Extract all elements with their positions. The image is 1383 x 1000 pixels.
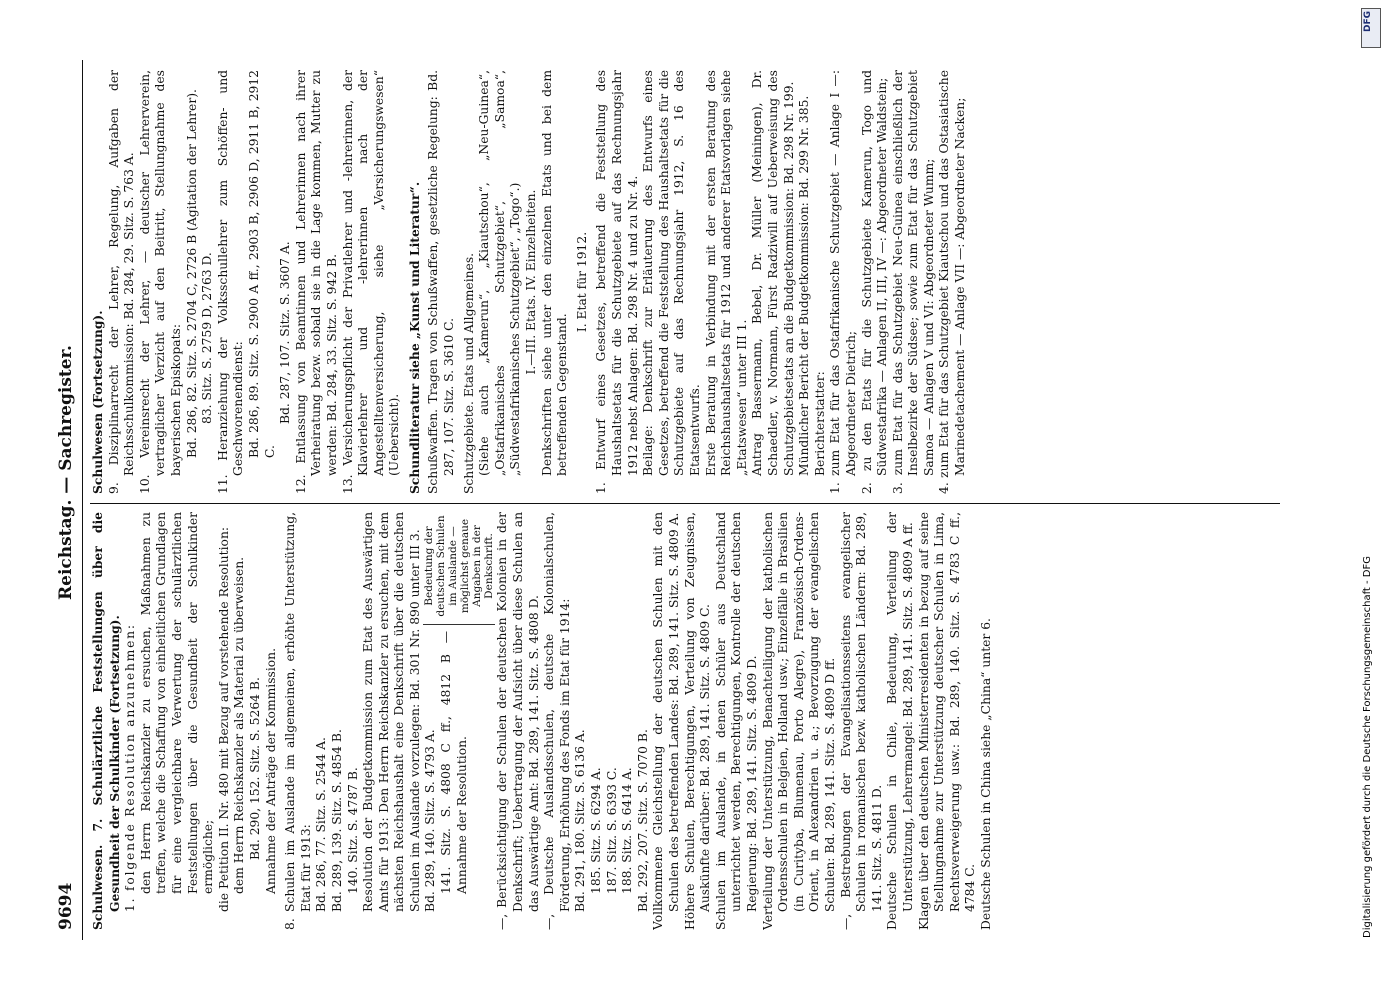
index-line: Bd. 286, 82. Sitz. S. 2704 C, 2726 B (Agitation der Lehrer).: [184, 89, 199, 458]
index-line: Bd. 291, 180. Sitz. S. 6136 A.: [573, 729, 588, 912]
index-line: 1. Entwurf eines Gesetzes, betreffend die Feststellung des Haushaltsetats für die Schutzgebiete auf das Rechnungsjahr 1912 nebst Anlagen: Bd. 298 Nr. 4 und zu Nr. 4.: [594, 70, 640, 494]
index-line: 10. Vereinsrecht der Lehrer, — deutscher Lehrerverein, vertraglicher Verzicht auf den Beitritt, Stellungnahme des bayerischen Episkopats:: [137, 70, 183, 494]
index-line: —, Berücksichtigung der Schulen der deutschen Kolonien in der Denkschrift; Uebertragung der Aufsicht über diese Schulen an das Auswärtige Amt: Bd. 289, 141. Sitz. S. 4808 D.: [495, 512, 541, 930]
index-line: —, Deutsche Auslandsschulen, deutsche Kolonialschulen, Förderung, Erhöhung des Fonds im Etat für 1914:: [542, 512, 572, 930]
index-line: —, Bestrebungen der Evangelisationsseitens evangelischer Schulen in romanischen bezw. katholischen Ländern: Bd. 289, 141. Sitz. S. 4811 D.: [838, 512, 884, 930]
column-rule: [90, 503, 1280, 504]
entry-heading: Schutzgebiete. Etats und Allgemeines.: [461, 252, 476, 494]
index-line: 187. Sitz. S. 6393 C.: [604, 767, 619, 894]
index-line: Denkschriften siehe unter den einzelnen Etats und bei dem betreffenden Gegenstand.: [539, 70, 570, 476]
index-line: 140. Sitz. S. 4787 B.: [345, 767, 360, 894]
index-line: 1. zum Etat für das Ostafrikanische Schutzgebiet — Anlage I —: Abgeordneter Dietrich;: [828, 70, 858, 494]
right-column: [90, 70, 1285, 494]
page-number: 9694: [56, 882, 76, 930]
index-line: 83. Sitz. S. 2759 D, 2763 D.: [200, 252, 215, 424]
index-line: den Herrn Reichskanzler zu ersuchen, Maßnahmen zu treffen, welche die Schaffung von einheitlichen Grundlagen für eine vergleichbare Verwertung der schulärztlichen Feststellungen über die Gesundheit der Schulkinder ermögliche;: [138, 512, 216, 894]
index-line: I.—III. Etats. IV. Einzelheiten.: [524, 189, 539, 375]
index-line: 3. zum Etat für das Schutzgebiet Neu-Guinea einschließlich der Inselbezirke der Südsee; sowie zum Etat für das Schutzgebiet Samoa — Anlagen V und VI: Abgeordneter Wumm;: [890, 70, 936, 494]
index-line: 2. zu den Etats für die Schutzgebiete Kamerun, Togo und Südwestafrika — Anlagen II, III, IV —: Abgeordneter Waldstein;: [859, 70, 890, 494]
index-line: 12. Entlassung von Beamtinnen und Lehrerinnen nach ihrer Verheiratung bezw. sobald sie in die Lage kommen, Mutter zu werden: Bd. 284, 33. Sitz. S. 942 B.: [293, 70, 339, 494]
index-line: 9. Disziplinarrecht der Lehrer, Regelung, Aufgaben der Reichsschulkommission: Bd. 284, 29. Sitz. S. 763 A.: [106, 70, 137, 494]
index-line: Bd. 289, 140. Sitz. S. 4793 A.: [423, 729, 438, 912]
index-line: Bd. 286, 89. Sitz. S. 2900 A ff., 2903 B, 2906 D, 2911 B, 2912 C.: [246, 70, 277, 458]
page-header: [50, 60, 80, 940]
entry-heading: Schundliteratur siehe „Kunst und Literatur“.: [406, 181, 422, 494]
dfg-logo: DFG: [1361, 8, 1381, 48]
index-line: Bd. 292, 207. Sitz. S. 7070 B.: [635, 729, 650, 912]
entry-heading: Schulwesen (Fortsetzung).: [90, 310, 105, 494]
rotated-index-page: [50, 60, 1300, 940]
running-head: Reichstag. — Sachregister.: [56, 345, 76, 600]
index-line: Bd. 286, 77. Sitz. S. 2544 A.: [314, 737, 329, 912]
index-line: Erste Beratung in Verbindung mit der ersten Beratung des Reichshaushaltsetats für 1912 und anderer Etatsvorlagen siehe „Etatswesen“ unter III 1.: [703, 70, 749, 476]
index-line: 1. folgende Resolution anzunehmen:: [123, 623, 138, 912]
index-line: 4. zum Etat für das Schutzgebiet Kiautschou und das Ostasiatische Marinedetachement — Anlage VII —: Abgeordneter Nacken;: [937, 70, 968, 494]
index-line: 13. Versicherungspflicht der Privatlehrer und -lehrerinnen, der Klavierlehrer und -lehrerinnen nach der Angestelltenversicherung, siehe „Versicherungswesen“ (Uebersicht).: [340, 70, 402, 494]
entry-heading: Schulwesen. 7. Schulärztliche Feststellungen über die Gesundheit der Schulkinder (Fortsetzung).: [90, 512, 122, 930]
index-line: 188. Sitz. S. 6414 A.: [620, 767, 635, 894]
index-line: 141. Sitz. S. 4808 C ff., 4812 B — Annahme der Resolution.: [439, 631, 469, 894]
index-line: 185. Sitz. S. 6294 A.: [589, 767, 604, 894]
index-line: 11. Heranziehung der Volksschullehrer zum Schöffen- und Geschworenendienst:: [215, 70, 246, 494]
index-line: (Siehe auch „Kamerun“, „Kiautschou“, „Neu-Guinea“, „Ostafrikanisches Schutzgebiet“, „Samoa“, „Südwestafrikanisches Schutzgebiet“, „Togo“.): [477, 70, 523, 476]
index-line: Schulen im Auslande, in denen Schüler aus Deutschland unterrichtet werden, Berechtigungen, Kontrolle der deutschen Regierung: Bd. 289, 141. Sitz. S. 4809 D.: [713, 512, 759, 930]
index-line: Bd. 289, 139. Sitz. S. 4854 B.: [329, 729, 344, 912]
digitization-note: Digitalisierung gefördert durch die Deutsche Forschungsgemeinschaft - DFG: [1362, 555, 1373, 938]
index-line: Deutsche Schulen in Chile, Bedeutung, Verteilung der Unterstützung, Lehrermangel: Bd. 289, 141. Sitz. S. 4809 A ff.: [885, 512, 915, 930]
left-column: [90, 512, 1285, 930]
index-line: Resolution der Budgetkommission zum Etat des Auswärtigen Amts für 1913: Den Herrn Reichskanzler zu ersuchen, mit dem nächsten Reichshaushalt eine Denkschrift über die deutschen Schulen im Auslande vorzulegen: Bd. 301 Nr. 890 unter III 3.: [361, 512, 422, 912]
index-line: dem Herrn Reichskanzler als Material zu überweisen.: [232, 556, 247, 894]
index-line: Beilage: Denkschrift zur Erläuterung des Entwurfs eines Gesetzes, betreffend die Feststellung des Haushaltsetats für die Schutzgebiete auf das Rechnungsjahr 1912, S. 16 des Etatsentwurfs.: [641, 70, 702, 476]
index-line: die Petition II. Nr. 480 mit Bezug auf vorstehende Resolution:: [216, 526, 231, 912]
index-line: Mündlicher Bericht der Budgetkommission: Bd. 299 Nr. 385.: [797, 95, 812, 476]
index-line: Bd. 290, 152. Sitz. S. 5264 B.: [247, 677, 262, 860]
index-line: Vollkommene Gleichstellung der deutschen Schulen mit den Schulen des betreffenden Landes: Bd. 289, 141. Sitz. S. 4809 A.: [651, 512, 681, 930]
index-line: Berichterstatter:: [812, 371, 827, 476]
index-line: Bd. 287, 107. Sitz. S. 3607 A.: [278, 241, 293, 424]
index-line: Höhere Schulen, Berechtigungen, Verteilung von Zeugnissen, Auskünfte darüber: Bd. 289, 141. Sitz. S. 4809 C.: [682, 512, 713, 930]
bracket-note: Bedeutung der deutschen Schulen im Auslande — möglichst genaue Angaben in der Denkschrift.: [423, 512, 495, 625]
section-heading: I. Etat für 1912.: [574, 231, 589, 333]
header-rule: [82, 60, 83, 940]
index-line: Deutsche Schulen in China siehe „China“ unter 6.: [978, 618, 993, 930]
index-line: 8. Schulen im Auslande im allgemeinen, erhöhte Unterstützung, Etat für 1913:: [283, 512, 313, 930]
index-line: Annahme der Anträge der Kommission.: [263, 648, 278, 894]
index-line: Antrag Bassermann, Bebel, Dr. Müller (Meiningen), Dr. Schaedler, v. Normann, Fürst Radziwill auf Ueberweisung des Schutzgebietsetats an die Budgetkommission: Bd. 298 Nr. 199.: [750, 70, 796, 476]
entry-heading: Schußwaffen. Tragen von Schußwaffen, gesetzliche Regelung: Bd. 287, 107. Sitz. S. 3610 C.: [426, 70, 457, 494]
index-line: Verteilung der Unterstützung, Benachteiligung der katholischen Ordensschulen in Belgien, Holland usw.; Einzelfälle in Brasilien (in Curityba, Blumenau, Porto Alegre), Französisch-Ordens-Orient, in Alexandrien u. a.; Bevorzugung der evangelischen Schulen: Bd. 289, 141. Sitz. S. 4809 D ff.: [760, 512, 837, 930]
index-line: Klagen über den deutschen Ministerresidenten in bezug auf seine Stellungnahme zur Unterstützung deutscher Schulen in Lima, Rechtsverweigerung usw.: Bd. 289, 140. Sitz. S. 4783 C ff., 4784 C.: [916, 512, 978, 930]
